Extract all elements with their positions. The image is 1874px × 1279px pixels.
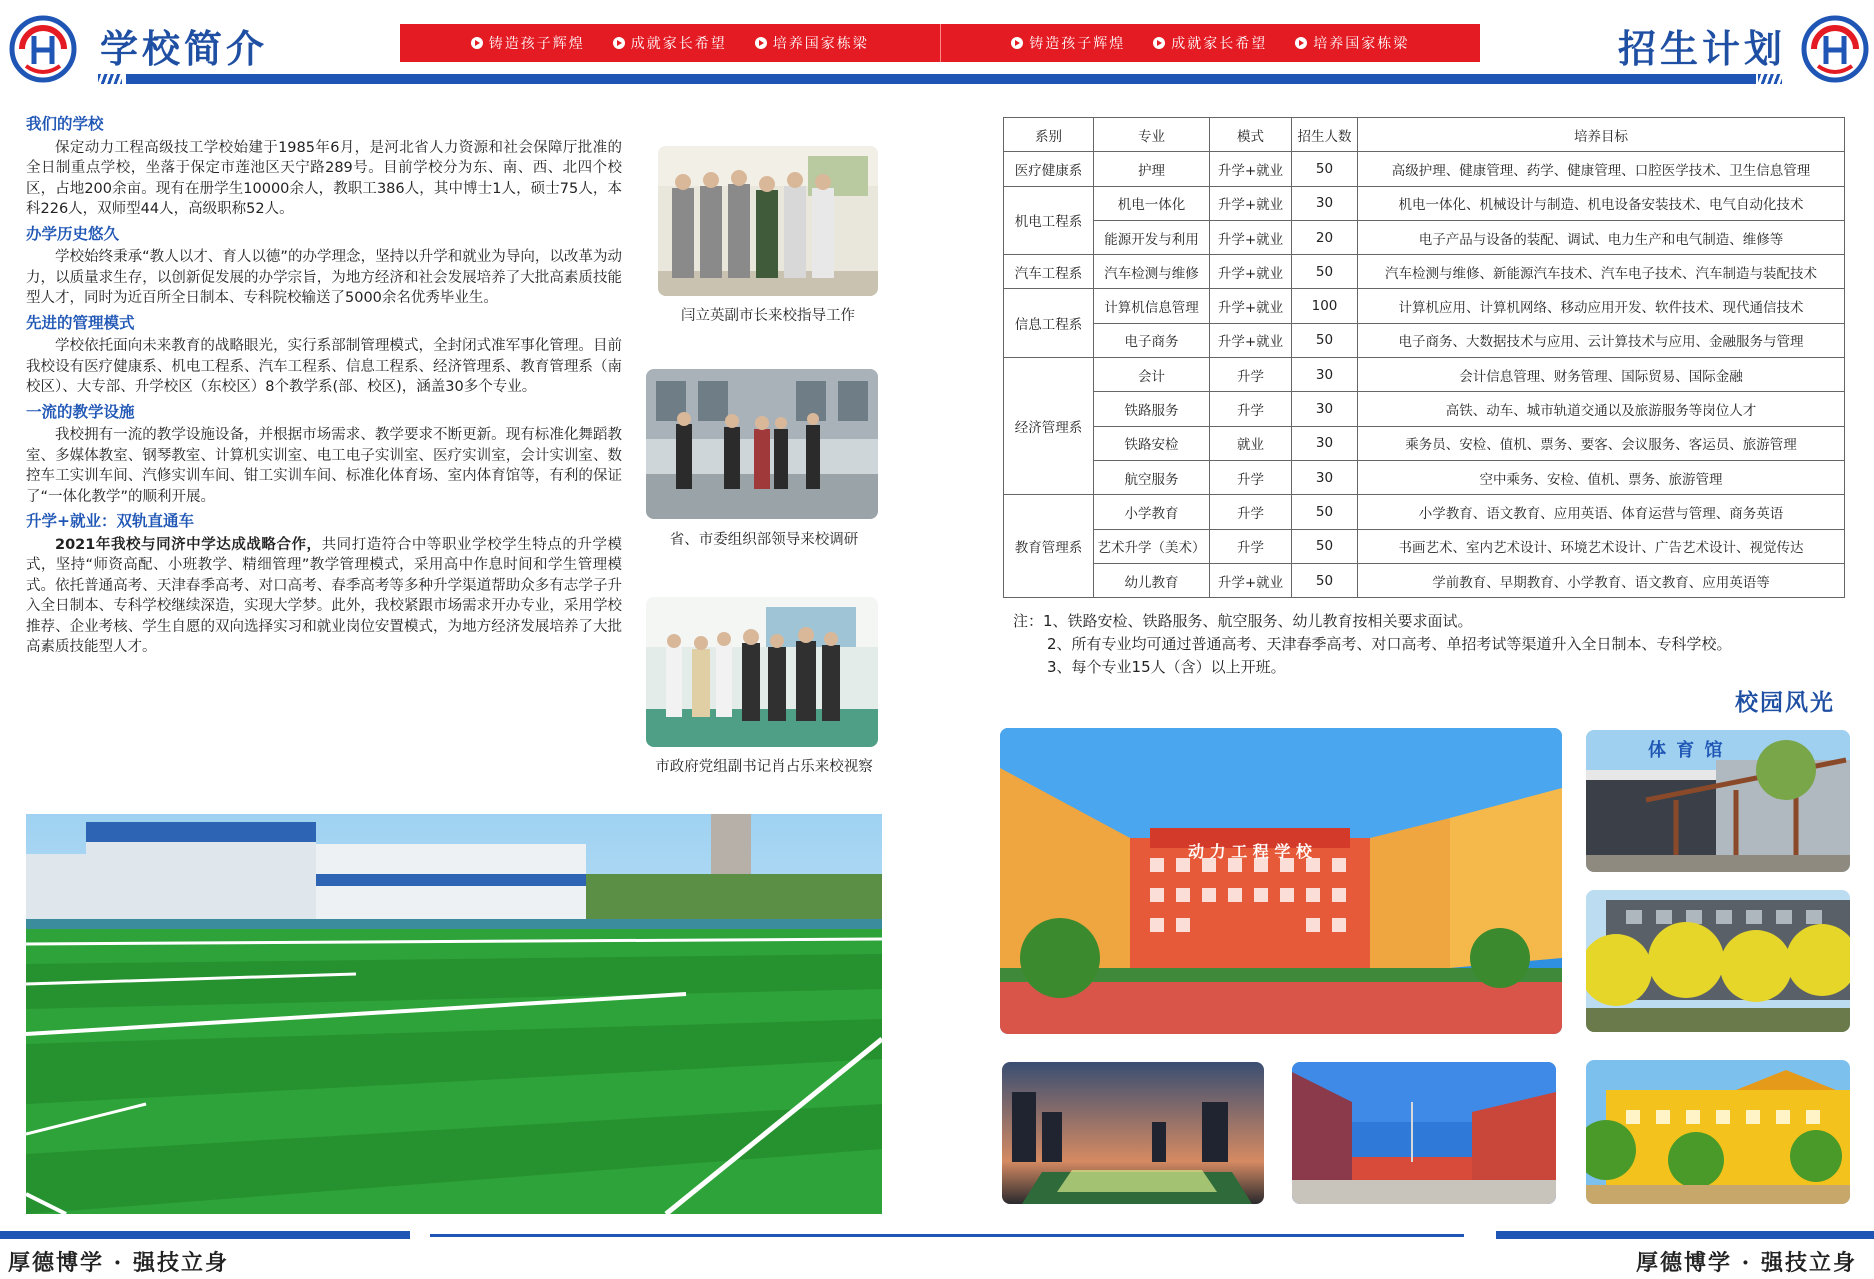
count-cell: 50 xyxy=(1292,152,1358,186)
photo-official-inspection xyxy=(646,597,878,747)
note-line: 3、每个专业15人（含）以上开班。 xyxy=(1047,658,1286,676)
count-cell: 50 xyxy=(1292,323,1358,357)
photo-football-field xyxy=(26,814,882,1214)
footer-rule xyxy=(0,1231,410,1239)
goal-cell: 书画艺术、室内艺术设计、环境艺术设计、广告艺术设计、视觉传达 xyxy=(1358,529,1845,563)
table-row xyxy=(1004,460,1845,494)
slogan-item: 培养国家栋梁 xyxy=(1295,33,1409,53)
goal-cell: 小学教育、语文教育、应用英语、体育运营与管理、商务英语 xyxy=(1358,495,1845,529)
photo-campus-gate xyxy=(1292,1062,1556,1204)
dept-cell: 经济管理系 xyxy=(1004,358,1094,495)
column-header: 培养目标 xyxy=(1358,118,1845,152)
goal-cell: 乘务员、安检、值机、票务、要客、会议服务、客运员、旅游管理 xyxy=(1358,426,1845,460)
mode-cell: 升学+就业 xyxy=(1210,255,1292,289)
section-paragraph: 保定动力工程高级技工学校始建于1985年6月，是河北省人力资源和社会保障厅批准的全日制重点学校，坐落于保定市莲池区天宁路289号。目前学校分为东、南、西、北四个校区，占地200余亩。现有在册学生10000余人，教职工386人，其中博士1人，硕士75人，本科226人，双师型44人，高级职称52人。 xyxy=(26,139,622,217)
section-heading: 升学+就业：双轨直通车 xyxy=(26,512,194,530)
play-bullet-icon xyxy=(471,37,483,49)
campus-scenery-heading: 校园风光 xyxy=(1735,690,1835,716)
goal-cell: 机电一体化、机械设计与制造、机电设备安装技术、电气自动化技术 xyxy=(1358,186,1845,220)
table-row xyxy=(1004,392,1845,426)
goal-cell: 电子商务、大数据技术与应用、云计算技术与应用、金融服务与管理 xyxy=(1358,323,1845,357)
section-heading: 先进的管理模式 xyxy=(26,313,135,332)
photo-yellow-building xyxy=(1586,1060,1850,1204)
major-cell: 铁路安检 xyxy=(1094,426,1210,460)
header-stripe-decoration xyxy=(98,74,122,84)
table-row xyxy=(1004,289,1845,323)
table-row xyxy=(1004,495,1845,529)
mode-cell: 升学 xyxy=(1210,460,1292,494)
slogan-item: 成就家长希望 xyxy=(613,33,727,53)
page-title-enrollment: 招生计划 xyxy=(1618,27,1787,71)
section-paragraph: 我校拥有一流的教学设施设备，并根据市场需求、教学要求不断更新。现有标准化舞蹈教室、多媒体教室、钢琴教室、计算机实训室、电工电子实训室、医疗实训室，会计实训室、数控车工实训车间、汽修实训车间、钳工实训车间、标准化体育场、室内体育馆等，有利的保证了“一体化教学”的顺利开展。 xyxy=(26,427,622,505)
table-row xyxy=(1004,426,1845,460)
header-stripe-decoration xyxy=(1758,74,1782,84)
table-row xyxy=(1004,529,1845,563)
section-heading: 一流的教学设施 xyxy=(26,402,135,421)
dept-cell: 汽车工程系 xyxy=(1004,255,1094,289)
goal-cell: 电子产品与设备的装配、调试、电力生产和电气制造、维修等 xyxy=(1358,220,1845,254)
table-header-row xyxy=(1004,118,1845,152)
play-bullet-icon xyxy=(1011,37,1023,49)
table-row xyxy=(1004,186,1845,220)
goal-cell: 学前教育、早期教育、小学教育、语文教育、应用英语等 xyxy=(1358,563,1845,597)
photo-caption: 市政府党组副书记肖占乐来校视察 xyxy=(655,759,873,775)
enrollment-notes xyxy=(1013,610,1732,679)
count-cell: 50 xyxy=(1292,529,1358,563)
major-cell: 汽车检测与维修 xyxy=(1094,255,1210,289)
table-row xyxy=(1004,323,1845,357)
goal-cell: 汽车检测与维修、新能源汽车技术、汽车电子技术、汽车制造与装配技术 xyxy=(1358,255,1845,289)
school-emblem-icon xyxy=(1800,14,1870,84)
slogan-group-right xyxy=(941,24,1481,62)
photo-caption: 省、市委组织部领导来校调研 xyxy=(669,532,859,548)
dept-cell: 机电工程系 xyxy=(1004,186,1094,255)
highlight-text: 2021年我校与同济中学达成战略合作， xyxy=(55,536,322,553)
major-cell: 幼儿教育 xyxy=(1094,563,1210,597)
goal-cell: 高铁、动车、城市轨道交通以及旅游服务等岗位人才 xyxy=(1358,392,1845,426)
table-row xyxy=(1004,358,1845,392)
goal-cell: 空中乘务、安检、值机、票务、旅游管理 xyxy=(1358,460,1845,494)
table-row xyxy=(1004,152,1845,186)
mode-cell: 升学+就业 xyxy=(1210,186,1292,220)
note-line: 2、所有专业均可通过普通高考、天津春季高考、对口高考、单招考试等渠道升入全日制本、专科学校。 xyxy=(1047,635,1732,653)
page-title-intro: 学校简介 xyxy=(100,27,269,71)
photo-gymnasium xyxy=(1586,730,1850,872)
table-row xyxy=(1004,563,1845,597)
section-paragraph: 学校始终秉承“教人以才、育人以德”的办学理念，坚持以升学和就业为导向，以改革为动力，以质量求生存，以创新促发展的办学宗旨，为地方经济和社会发展培养了大批高素质技能型人才，同时为近百所全日制本、专科院校输送了5000余名优秀毕业生。 xyxy=(26,249,622,306)
mode-cell: 升学+就业 xyxy=(1210,152,1292,186)
play-bullet-icon xyxy=(613,37,625,49)
major-cell: 能源开发与利用 xyxy=(1094,220,1210,254)
count-cell: 100 xyxy=(1292,289,1358,323)
count-cell: 50 xyxy=(1292,495,1358,529)
note-line: 注：1、铁路安检、铁路服务、航空服务、幼儿教育按相关要求面试。 xyxy=(1013,612,1473,630)
column-header: 招生人数 xyxy=(1292,118,1358,152)
photo-caption: 闫立英副市长来校指导工作 xyxy=(681,308,855,324)
section-heading: 我们的学校 xyxy=(26,115,104,133)
mode-cell: 升学+就业 xyxy=(1210,323,1292,357)
mode-cell: 升学 xyxy=(1210,392,1292,426)
mode-cell: 升学+就业 xyxy=(1210,220,1292,254)
slogan-item: 铸造孩子辉煌 xyxy=(1011,33,1125,53)
slogan-group-left xyxy=(400,24,941,62)
footer-rule xyxy=(1496,1231,1874,1239)
major-cell: 机电一体化 xyxy=(1094,186,1210,220)
gym-sign-text: 体 育 馆 xyxy=(1648,740,1725,761)
major-cell: 小学教育 xyxy=(1094,495,1210,529)
mode-cell: 升学+就业 xyxy=(1210,563,1292,597)
header-rule xyxy=(126,74,1756,84)
count-cell: 30 xyxy=(1292,392,1358,426)
slogan-item: 铸造孩子辉煌 xyxy=(471,33,585,53)
play-bullet-icon xyxy=(1153,37,1165,49)
major-cell: 会计 xyxy=(1094,358,1210,392)
play-bullet-icon xyxy=(1295,37,1307,49)
major-cell: 艺术升学（美术） xyxy=(1094,529,1210,563)
goal-cell: 计算机应用、计算机网络、移动应用开发、软件技术、现代通信技术 xyxy=(1358,289,1845,323)
count-cell: 30 xyxy=(1292,186,1358,220)
major-cell: 铁路服务 xyxy=(1094,392,1210,426)
dept-cell: 教育管理系 xyxy=(1004,495,1094,598)
major-cell: 航空服务 xyxy=(1094,460,1210,494)
major-cell: 护理 xyxy=(1094,152,1210,186)
school-intro-text xyxy=(26,112,622,662)
count-cell: 30 xyxy=(1292,358,1358,392)
count-cell: 50 xyxy=(1292,255,1358,289)
footer-rule-thin xyxy=(430,1234,1464,1237)
play-bullet-icon xyxy=(755,37,767,49)
slogan-banner xyxy=(400,24,1480,62)
mode-cell: 升学 xyxy=(1210,358,1292,392)
mode-cell: 升学 xyxy=(1210,495,1292,529)
photo-organization-visit xyxy=(646,369,878,519)
photo-ginkgo-building xyxy=(1586,890,1850,1032)
school-motto: 厚德博学 · 强技立身 xyxy=(1636,1250,1857,1276)
table-row xyxy=(1004,220,1845,254)
count-cell: 30 xyxy=(1292,426,1358,460)
mode-cell: 升学+就业 xyxy=(1210,289,1292,323)
column-header: 专业 xyxy=(1094,118,1210,152)
count-cell: 20 xyxy=(1292,220,1358,254)
table-row xyxy=(1004,255,1845,289)
section-heading: 办学历史悠久 xyxy=(26,224,120,243)
goal-cell: 高级护理、健康管理、药学、健康管理、口腔医学技术、卫生信息管理 xyxy=(1358,152,1845,186)
building-sign-text: 动 力 工 程 学 校 xyxy=(1188,842,1312,861)
photo-night-field xyxy=(1002,1062,1264,1204)
goal-cell: 会计信息管理、财务管理、国际贸易、国际金融 xyxy=(1358,358,1845,392)
column-header: 模式 xyxy=(1210,118,1292,152)
photo-main-building xyxy=(1000,728,1562,1034)
section-paragraph xyxy=(26,535,622,658)
column-header: 系别 xyxy=(1004,118,1094,152)
mode-cell: 升学 xyxy=(1210,529,1292,563)
count-cell: 30 xyxy=(1292,460,1358,494)
slogan-item: 成就家长希望 xyxy=(1153,33,1267,53)
slogan-item: 培养国家栋梁 xyxy=(755,33,869,53)
section-paragraph: 学校依托面向未来教育的战略眼光，实行系部制管理模式，全封闭式准军事化管理。目前我校设有医疗健康系、机电工程系、汽车工程系、信息工程系、经济管理系、教育管理系（南校区）、大专部、升学校区（东校区）8个教学系(部、校区)，涵盖30多个专业。 xyxy=(26,338,622,395)
major-cell: 电子商务 xyxy=(1094,323,1210,357)
photo-vice-mayor-visit xyxy=(658,146,878,296)
count-cell: 50 xyxy=(1292,563,1358,597)
mode-cell: 就业 xyxy=(1210,426,1292,460)
dept-cell: 信息工程系 xyxy=(1004,289,1094,358)
school-motto: 厚德博学 · 强技立身 xyxy=(8,1250,229,1276)
paragraph-body: 共同打造符合中等职业学校学生特点的升学模式，坚持“师资高配、小班教学、精细管理”教学管理模式，采用高中作息时间和学生管理模式。依托普通高考、天津春季高考、对口高考、春季高考等多种升学渠道帮助众多有志学子升入全日制本、专科学校继续深造，实现大学梦。此外，我校紧跟市场需求开办专业，采用学校推荐、企业考核、学生自愿的双向选择实习和就业岗位安置模式，为地方经济发展培养了大批高素质技能型人才。 xyxy=(26,536,622,655)
major-cell: 计算机信息管理 xyxy=(1094,289,1210,323)
enrollment-plan-table xyxy=(1003,117,1845,598)
dept-cell: 医疗健康系 xyxy=(1004,152,1094,186)
school-emblem-icon xyxy=(8,14,78,84)
